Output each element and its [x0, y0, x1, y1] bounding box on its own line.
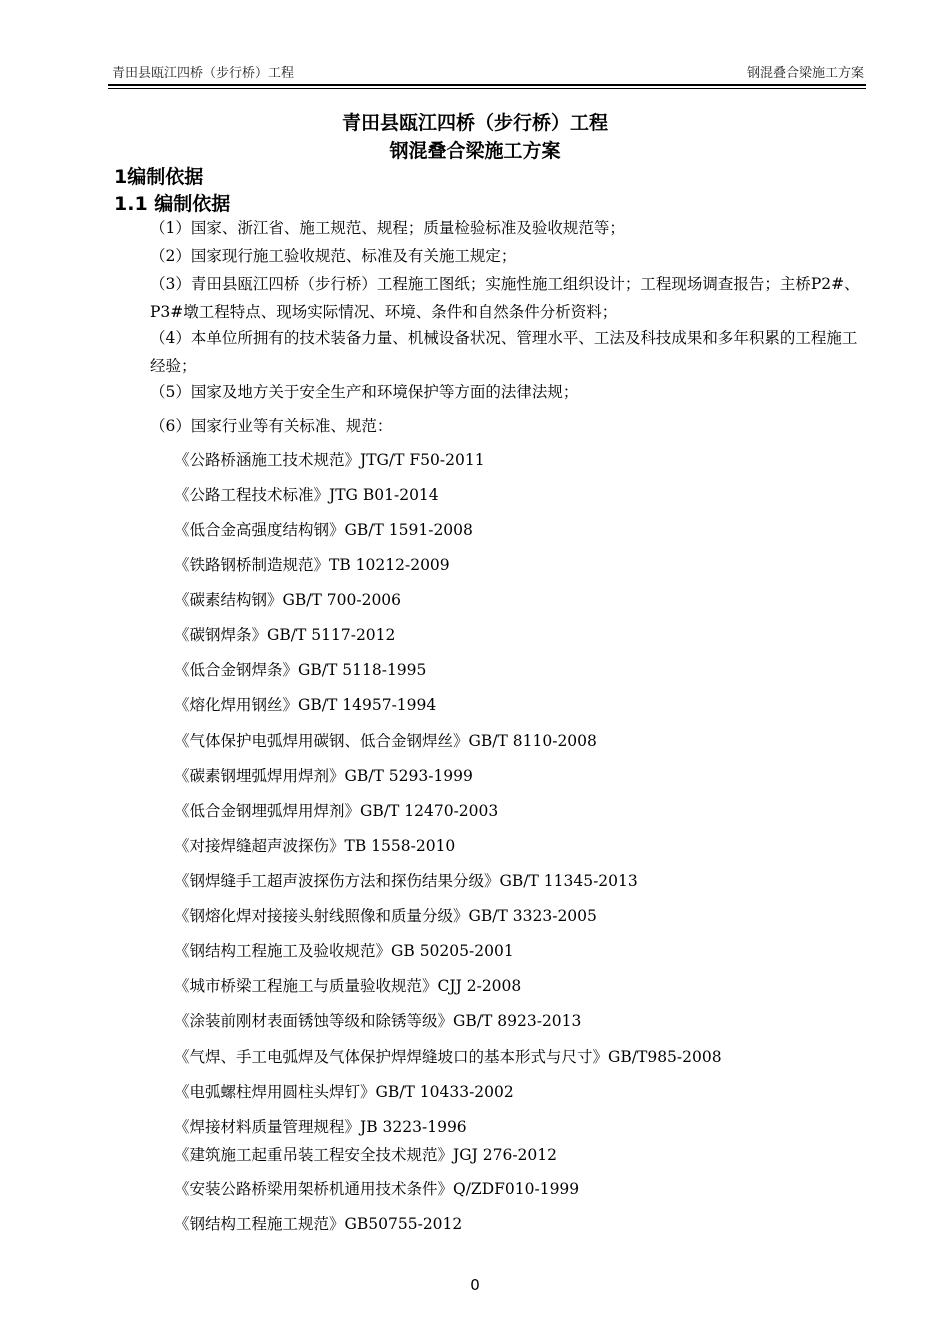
reference-item: 《城市桥梁工程施工与质量验收规范》CJJ 2-2008	[174, 977, 522, 995]
reference-item: 《钢熔化焊对接接头射线照像和质量分级》GB/T 3323-2005	[174, 907, 597, 925]
reference-item: 《气焊、手工电弧焊及气体保护焊焊缝坡口的基本形式与尺寸》GB/T985-2008	[174, 1048, 722, 1066]
paragraph-4: （4）本单位所拥有的技术装备力量、机械设备状况、管理水平、工法及科技成果和多年积累的工程施工经验；	[150, 329, 858, 375]
page-header	[110, 60, 866, 84]
paragraph-3: （3）青田县瓯江四桥（步行桥）工程施工图纸；实施性施工组织设计；工程现场调查报告；主桥P2#、P3#墩工程特点、现场实际情况、环境、条件和自然条件分析资料；	[150, 275, 860, 321]
reference-item: 《公路桥涵施工技术规范》JTG/T F50-2011	[174, 451, 485, 469]
reference-item: 《低合金钢焊条》GB/T 5118-1995	[174, 661, 427, 679]
reference-item: 《碳素结构钢》GB/T 700-2006	[174, 591, 402, 609]
paragraph-6: （6）国家行业等有关标准、规范：	[150, 417, 393, 435]
reference-item: 《钢结构工程施工及验收规范》GB 50205-2001	[174, 942, 514, 960]
reference-item: 《铁路钢桥制造规范》TB 10212-2009	[174, 556, 450, 574]
reference-item: 《涂装前刚材表面锈蚀等级和除锈等级》GB/T 8923-2013	[174, 1012, 582, 1030]
reference-item: 《电弧螺柱焊用圆柱头焊钉》GB/T 10433-2002	[174, 1083, 514, 1101]
reference-item: 《安装公路桥梁用架桥机通用技术条件》Q/ZDF010-1999	[174, 1180, 580, 1198]
reference-item: 《对接焊缝超声波探伤》TB 1558-2010	[174, 837, 456, 855]
reference-item: 《公路工程技术标准》JTG B01-2014	[174, 486, 439, 504]
header-right-text: 钢混叠合梁施工方案	[746, 66, 864, 81]
reference-item: 《熔化焊用钢丝》GB/T 14957-1994	[174, 696, 437, 714]
reference-item: 《钢焊缝手工超声波探伤方法和探伤结果分级》GB/T 11345-2013	[174, 872, 638, 890]
reference-item: 《气体保护电弧焊用碳钢、低合金钢焊丝》GB/T 8110-2008	[174, 732, 597, 750]
document-title: 青田县瓯江四桥（步行桥）工程	[341, 112, 608, 134]
subsection-heading: 1.1 编制依据	[114, 193, 231, 215]
reference-item: 《焊接材料质量管理规程》JB 3223-1996	[174, 1118, 467, 1136]
reference-item: 《碳钢焊条》GB/T 5117-2012	[174, 626, 396, 644]
reference-item: 《建筑施工起重吊装工程安全技术规范》JGJ 276-2012	[174, 1146, 558, 1164]
reference-item: 《钢结构工程施工规范》GB50755-2012	[174, 1215, 463, 1233]
section-heading: 1编制依据	[114, 166, 204, 188]
paragraph-2: （2）国家现行施工验收规范、标准及有关施工规定；	[150, 247, 517, 265]
header-rule-thin	[108, 88, 866, 89]
reference-item: 《低合金高强度结构钢》GB/T 1591-2008	[174, 521, 473, 539]
header-rule-thick	[108, 84, 866, 86]
document-subtitle: 钢混叠合梁施工方案	[389, 140, 561, 162]
reference-item: 《低合金钢埋弧焊用焊剂》GB/T 12470-2003	[174, 802, 499, 820]
header-left-text: 青田县瓯江四桥（步行桥）工程	[112, 66, 295, 81]
paragraph-5: （5）国家及地方关于安全生产和环境保护等方面的法律法规；	[150, 383, 579, 401]
page-number: 0	[470, 1276, 480, 1294]
reference-item: 《碳素钢埋弧焊用焊剂》GB/T 5293-1999	[174, 767, 473, 785]
paragraph-1: （1）国家、浙江省、施工规范、规程；质量检验标准及验收规范等；	[150, 219, 625, 237]
